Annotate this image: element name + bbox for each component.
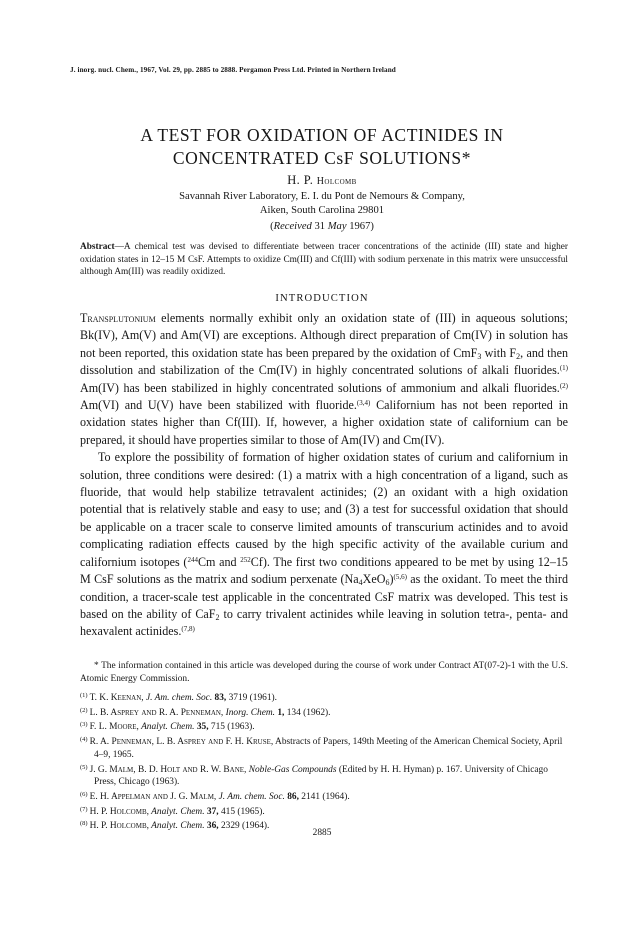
reference-details: (Edited by H. H. Hyman) p. 167. University of Chicago Press, Chicago (1963). [94,764,548,788]
text-run: elements normally exhibit only an oxidation state of (III) in aqueous solutions; Bk(IV), Am(V) and Am(VI) are exceptions. Although direct preparation of Cm(IV) in solution has not been reported, this oxidation state has been prepared by the oxidation of CmF [80,311,568,360]
section-heading: INTRODUCTION [275,293,369,304]
citation-ref: (5,6) [393,573,407,582]
reference-number: (2) [80,706,88,714]
reference-volume: 36, [204,821,219,832]
reference-number: (4) [80,736,88,744]
reference-journal: J. Am. chem. Soc. [143,693,213,703]
reference-number: (6) [80,790,88,798]
affiliation-line-2: Aiken, South Carolina 29801 [259,204,385,216]
paragraph-1 [80,310,568,449]
reference-list [80,690,568,833]
text-run: as the oxidant. To meet the third condition, a tracer-scale test applicable in the concentrated CsF matrix was developed. This test is based on the ability of CaF [80,572,568,621]
paragraph-2 [80,449,568,640]
isotope-mass: 252 [240,555,251,564]
reference-details: 3719 (1961). [226,693,278,703]
reference-journal: J. Am. chem. Soc. [216,791,285,802]
reference-authors: R. A. Penneman, L. B. Asprey and F. H. Kruse, [89,737,274,748]
text-run: Cf). The first two conditions appeared to be met by using 12–15 M CsF solutions as the matrix and sodium perxenate (Na [80,554,568,587]
subscript: 2 [215,612,220,622]
title-line-2: CONCENTRATED CsF SOLUTIONS* [172,148,472,168]
reference-journal: Analyt. Chem. [138,722,195,733]
reference-journal: Analyt. Chem. [148,806,205,817]
reference-authors: L. B. Asprey and R. A. Penneman, [89,707,224,718]
reference-number: (1) [80,692,88,699]
reference-volume: 83, [212,693,227,703]
reference-authors: H. P. Holcomb, [89,806,149,817]
reference-number: (7) [80,805,88,813]
reference-number: (5) [80,763,88,771]
reference-item [80,719,568,734]
received-date: (Received 31 May 1967) [270,221,374,232]
received-year: 1967 [346,221,371,232]
reference-number: (3) [80,721,88,729]
page-number: 2885 [312,828,332,838]
reference-volume: 1, [275,707,285,718]
reference-details: Abstracts of Papers, 149th Meeting of the American Chemical Society, April 4–9, 1965. [94,737,563,760]
abstract [80,241,568,279]
affiliation [0,190,644,217]
citation-ref: (7,8) [181,625,195,634]
received-day: 31 [311,221,328,232]
subscript: 6 [385,578,390,588]
reference-volume: 35, [194,722,209,733]
received-label: Received [273,221,312,232]
journal-citation-line: J. inorg. nucl. Chem., 1967, Vol. 29, pp. 2885 to 2888. Pergamon Press Ltd. Printed in Northern Ireland [70,66,396,74]
reference-item [80,789,568,804]
subscript: 2 [516,351,521,361]
reference-journal: Inorg. Chem. [223,707,276,718]
article-title [0,124,644,170]
reference-number: (8) [80,820,88,828]
text-run: with F [481,345,517,360]
subscript: 4 [358,578,363,588]
affiliation-line-1: Savannah River Laboratory, E. I. du Pont de Nemours & Company, [179,191,465,202]
reference-details: 134 (1962). [284,707,331,718]
reference-journal: Analyt. Chem. [148,821,205,832]
author-initials: H. P. [287,173,317,187]
text-run: Cm and [197,554,241,569]
reference-item [80,705,568,720]
text-run: to carry trivalent actinides while leaving in solution tetra-, penta- and hexavalent actinides. [80,606,568,639]
reference-authors: J. G. Malm, B. D. Holt and R. W. Bane, [89,764,247,775]
abstract-text: —A chemical test was devised to differentiate between tracer concentrations of the actinide (III) state and higher oxidation states in 12–15 M CsF. Attempts to oxidize Cm(III) and Cf(III) with sodium perxenate in this matrix were unsuccessful although Am(III) was readily oxidized. [80,242,568,278]
title-line-1: A TEST FOR OXIDATION OF ACTINIDES IN [140,125,504,145]
reference-item [80,762,568,789]
text-run: To explore the possibility of formation of higher oxidation states of curium and californium in solution, three conditions were desired: (1) a matrix with a high concentration of a ligand, such as fluoride, that would help stabilize tetravalent actinides; (2) an oxidant with a high oxidation potential that is relatively stable and easy to use; and (3) a test for successful oxidation that should be applicable on a tracer scale to conserve limited amounts of transcurium actinides and to avoid complicating radiation effects caused by the high specific activity of the available curium and californium isotopes ( [80,450,568,569]
text-run: ) [389,572,394,587]
subscript: 3 [477,351,482,361]
citation-ref: (1) [559,364,568,373]
reference-journal: Noble-Gas Compounds [246,764,337,775]
reference-item [80,804,568,819]
text-run: Californium has not been reported in oxidation states higher than Cf(III). If, however, a higher oxidation state of californium can be prepared, it should have properties similar to those of Am(IV) and Cm(IV). [80,398,568,447]
reference-details: 715 (1963). [208,722,255,733]
author [0,173,644,188]
reference-volume: 86, [284,791,299,802]
received-month: May [327,221,347,232]
abstract-label: Abstract [80,242,115,252]
reference-volume: 37, [204,806,219,817]
citation-ref: (3,4) [356,399,371,408]
reference-details: 2329 (1964). [218,821,270,832]
text-run: XeO [362,572,386,587]
reference-authors: T. K. Keenan, [89,693,144,703]
reference-authors: E. H. Appelman and J. G. Malm, [89,791,217,802]
reference-details: 2141 (1964). [298,791,350,802]
body-text [80,310,568,641]
text-run: Am(IV) has been stabilized in highly concentrated solutions of ammonium and alkali fluorides. [80,380,560,395]
text-run: Am(VI) and U(V) have been stabilized with fluoride. [80,398,357,413]
funding-footnote: * The information contained in this article was developed during the course of work under Contract AT(07-2)-1 with the U.S. Atomic Energy Commission. [80,661,568,684]
paragraph-lead-word: Transplutonium [80,311,156,325]
citation-ref: (2) [559,381,568,390]
reference-authors: F. L. Moore, [89,722,139,733]
reference-details: 415 (1965). [218,806,265,817]
reference-item [80,690,568,705]
text-run: , and then dissolution and stabilization of the Cm(IV) in highly concentrated solutions of alkali fluorides. [80,345,569,378]
reference-item [80,734,568,761]
reference-authors: H. P. Holcomb, [89,821,149,832]
isotope-mass: 244 [187,555,198,564]
author-surname: Holcomb [316,176,357,187]
